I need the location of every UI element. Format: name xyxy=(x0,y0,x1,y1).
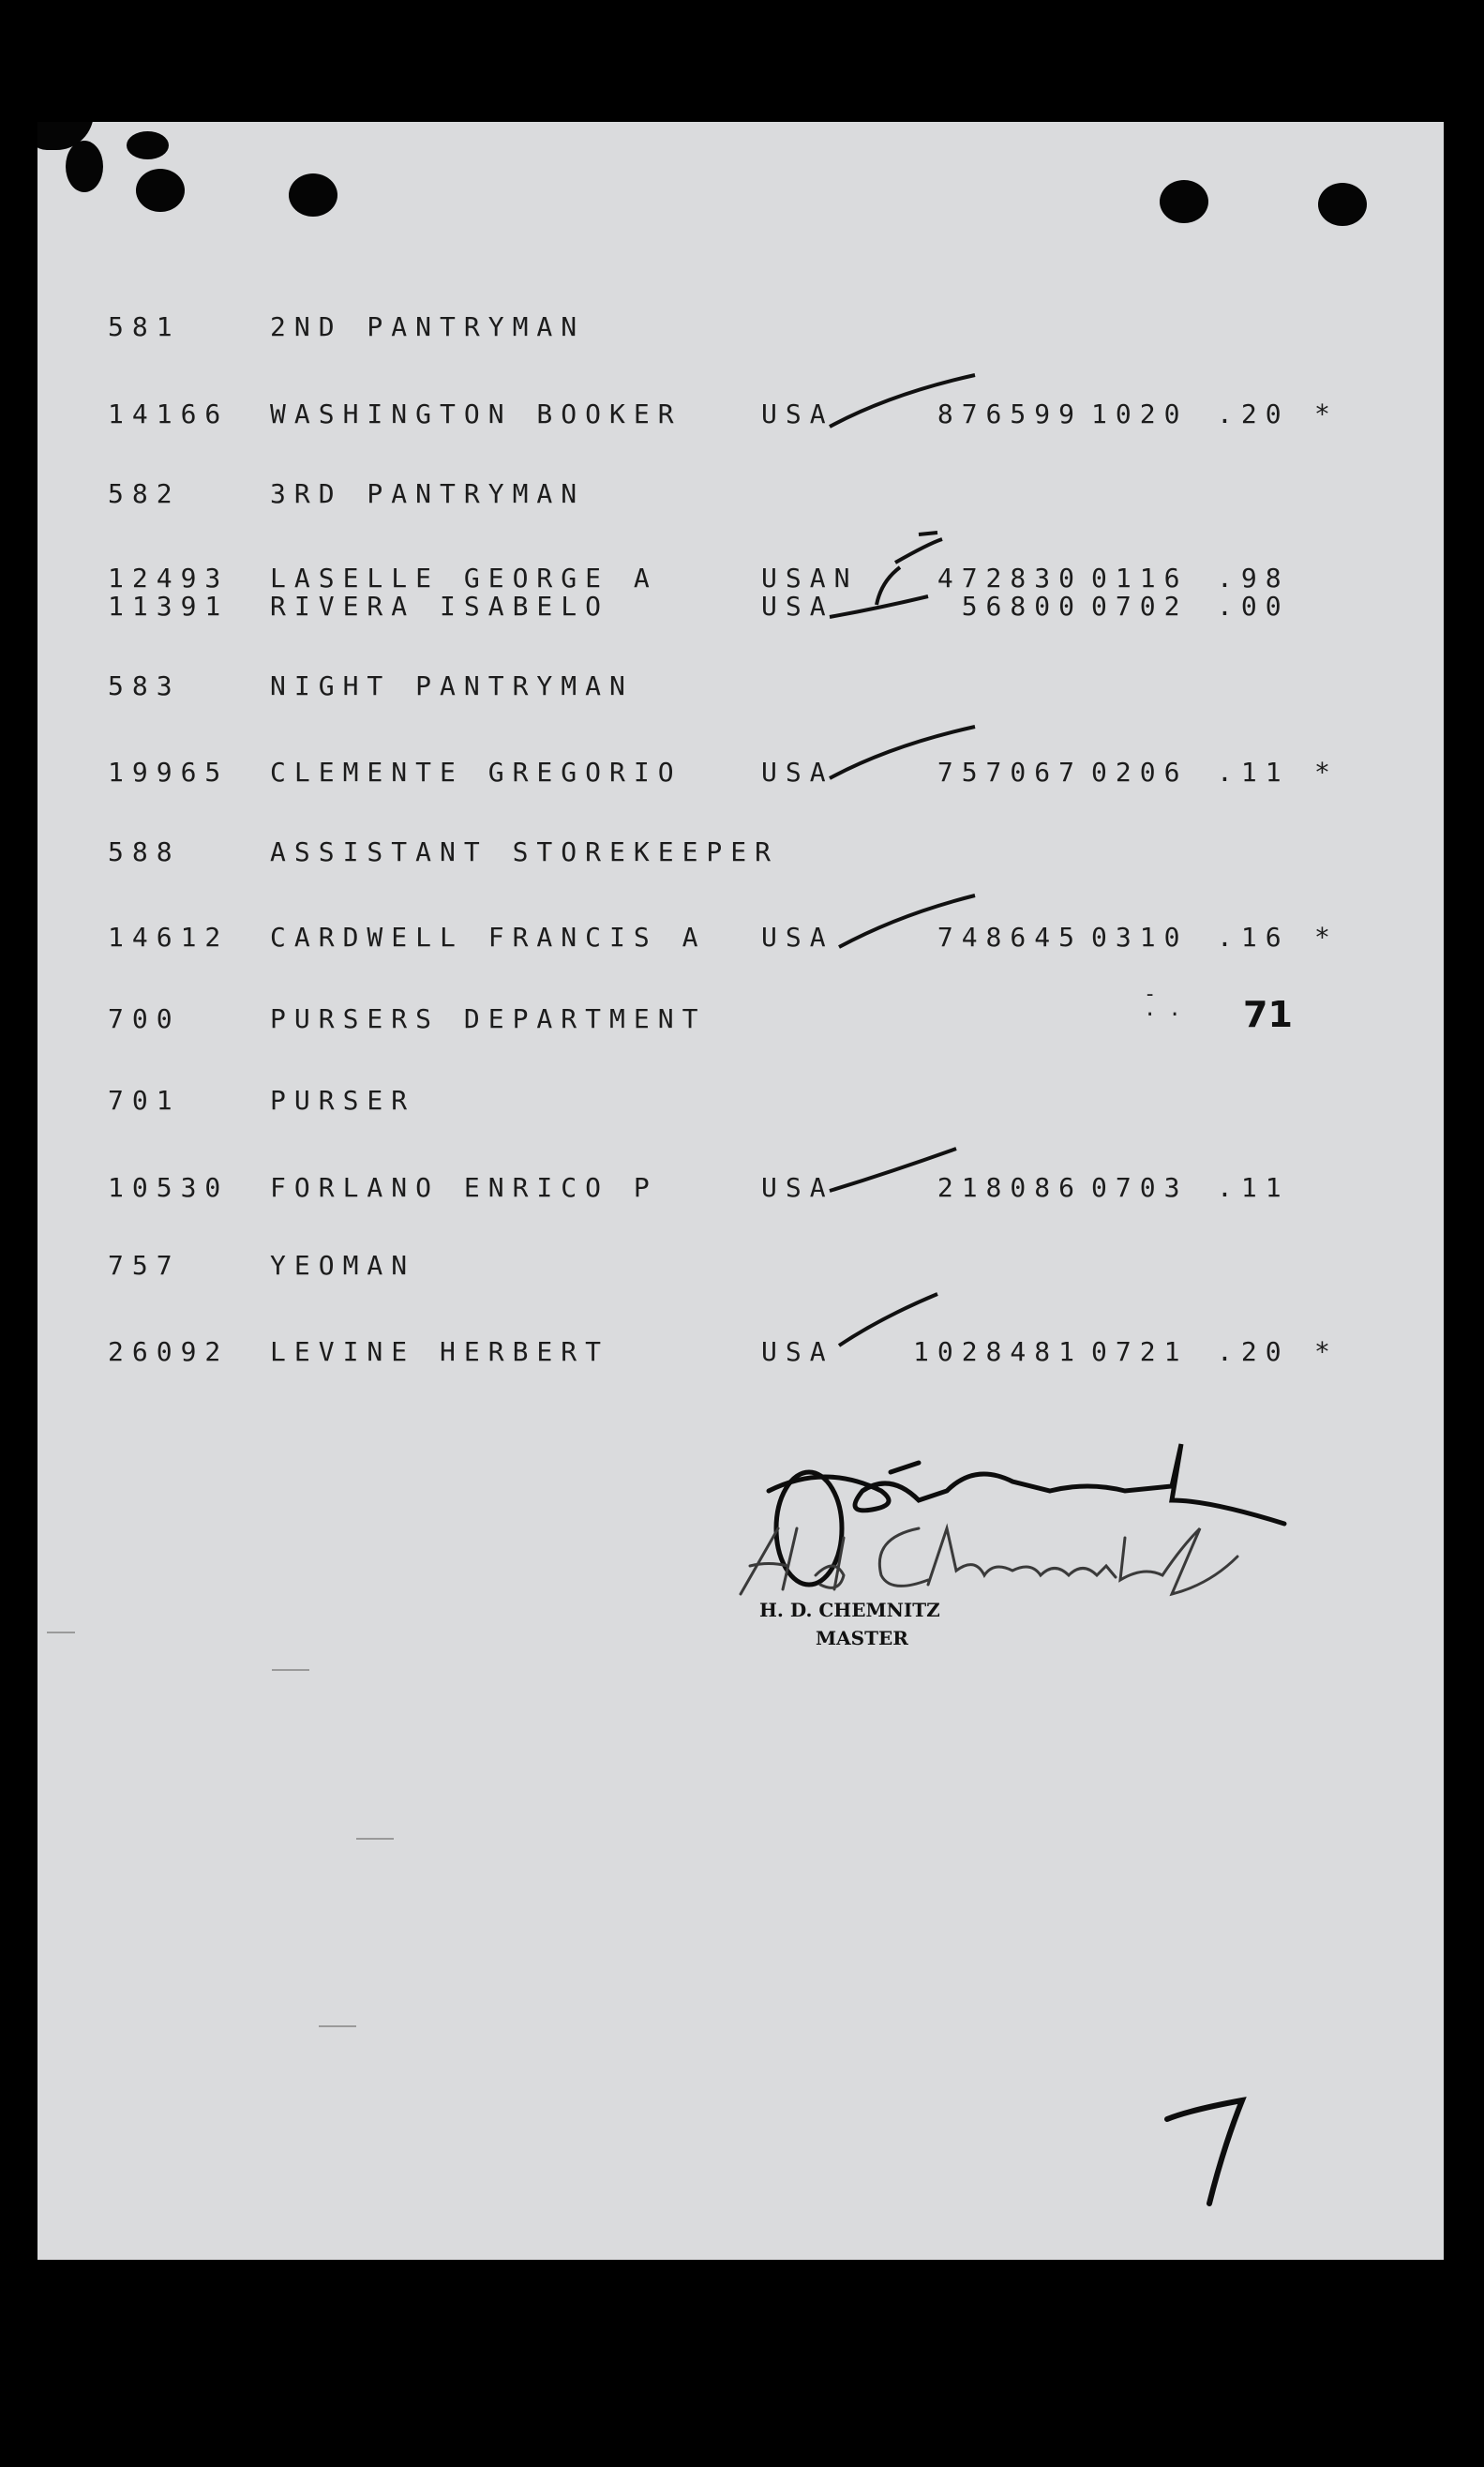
master-name: H. D. CHEMNITZ xyxy=(759,1599,940,1621)
row-value: .20 xyxy=(1217,399,1290,429)
row-entry xyxy=(37,1172,1290,1210)
check-mark xyxy=(825,1144,966,1200)
row-heading-581 xyxy=(37,311,586,349)
row-date: 1020 xyxy=(1091,399,1189,429)
row-star: * xyxy=(1314,757,1339,788)
row-code: 582 xyxy=(108,478,181,509)
row-nationality: USA xyxy=(761,399,834,429)
master-signature xyxy=(731,1472,1275,1603)
punch-hole xyxy=(136,169,185,212)
row-heading-588 xyxy=(37,836,780,874)
row-title: ASSISTANT STOREKEEPER xyxy=(270,836,780,867)
document-page xyxy=(37,122,1444,2260)
row-date: 0702 xyxy=(1091,591,1189,622)
row-number: 1028481 xyxy=(912,1336,1083,1367)
row-value: .16 xyxy=(1217,922,1290,953)
row-star: * xyxy=(1314,1336,1339,1367)
row-code: 19965 xyxy=(108,757,230,788)
row-code: 700 xyxy=(108,1003,181,1034)
row-number: 218086 xyxy=(937,1172,1083,1203)
row-entry xyxy=(37,591,1290,628)
row-nationality: USAN xyxy=(761,563,859,594)
row-number: 56800 xyxy=(961,591,1083,622)
row-code: 14612 xyxy=(108,922,230,953)
row-number: 876599 xyxy=(937,399,1083,429)
row-date: 0310 xyxy=(1091,922,1189,953)
row-value: .11 xyxy=(1217,1172,1290,1203)
row-code: 26092 xyxy=(108,1336,230,1367)
row-value: .11 xyxy=(1217,757,1290,788)
stray-mark xyxy=(319,2025,356,2027)
check-mark xyxy=(825,370,984,436)
row-name: LASELLE GEORGE A xyxy=(270,563,658,594)
punch-hole xyxy=(289,173,337,217)
row-date: 0206 xyxy=(1091,757,1189,788)
row-number: 748645 xyxy=(937,922,1083,953)
row-nationality: USA xyxy=(761,1172,834,1203)
punch-hole xyxy=(1160,180,1208,223)
row-nationality: USA xyxy=(761,1336,834,1367)
row-star: * xyxy=(1314,922,1339,953)
master-title: MASTER xyxy=(816,1627,908,1649)
row-entry xyxy=(37,399,1339,436)
row-heading-701 xyxy=(37,1085,416,1122)
row-number: 757067 xyxy=(937,757,1083,788)
row-value: .20 xyxy=(1217,1336,1290,1367)
row-nationality: USA xyxy=(761,757,834,788)
ink-blot xyxy=(66,141,103,192)
row-nationality: USA xyxy=(761,922,834,953)
check-mark xyxy=(825,570,937,626)
row-code: 581 xyxy=(108,311,181,342)
row-title: YEOMAN xyxy=(270,1250,416,1281)
ink-blot xyxy=(127,131,169,159)
row-code: 583 xyxy=(108,670,181,701)
stray-mark xyxy=(356,1838,394,1840)
row-code: 14166 xyxy=(108,399,230,429)
row-star: * xyxy=(1314,399,1339,429)
row-date: 0116 xyxy=(1091,563,1189,594)
row-name: WASHINGTON BOOKER xyxy=(270,399,682,429)
row-heading-583 xyxy=(37,670,634,708)
row-heading-582 xyxy=(37,478,586,516)
margin-marks: - · · xyxy=(1144,983,1181,1027)
row-date: 0721 xyxy=(1091,1336,1189,1367)
row-name: LEVINE HERBERT xyxy=(270,1336,610,1367)
stray-mark xyxy=(272,1669,309,1671)
row-code: 588 xyxy=(108,836,181,867)
row-title: PURSER xyxy=(270,1085,416,1116)
row-code: 10530 xyxy=(108,1172,230,1203)
check-mark xyxy=(834,891,984,956)
row-code: 11391 xyxy=(108,591,230,622)
row-name: CARDWELL FRANCIS A xyxy=(270,922,707,953)
row-nationality: USA xyxy=(761,591,834,622)
row-code: 12493 xyxy=(108,563,230,594)
row-title: 2ND PANTRYMAN xyxy=(270,311,586,342)
row-name: FORLANO ENRICO P xyxy=(270,1172,658,1203)
row-name: RIVERA ISABELO xyxy=(270,591,610,622)
row-name: CLEMENTE GREGORIO xyxy=(270,757,682,788)
row-title: 3RD PANTRYMAN xyxy=(270,478,586,509)
row-title: NIGHT PANTRYMAN xyxy=(270,670,634,701)
stray-mark xyxy=(47,1632,75,1633)
row-date: 0703 xyxy=(1091,1172,1189,1203)
row-entry xyxy=(37,922,1339,959)
page-count: 71 xyxy=(1243,994,1293,1035)
row-number: 472830 xyxy=(937,563,1083,594)
punch-hole xyxy=(1318,183,1367,226)
handwritten-page-number xyxy=(1153,2091,1266,2213)
row-heading-757 xyxy=(37,1250,416,1287)
row-code: 757 xyxy=(108,1250,181,1281)
check-mark xyxy=(825,722,984,788)
row-code: 701 xyxy=(108,1085,181,1116)
row-entry xyxy=(37,1336,1339,1374)
row-entry xyxy=(37,757,1339,794)
row-heading-700 xyxy=(37,1003,707,1041)
row-value: .00 xyxy=(1217,591,1290,622)
row-title: PURSERS DEPARTMENT xyxy=(270,1003,707,1034)
row-value: .98 xyxy=(1217,563,1290,594)
